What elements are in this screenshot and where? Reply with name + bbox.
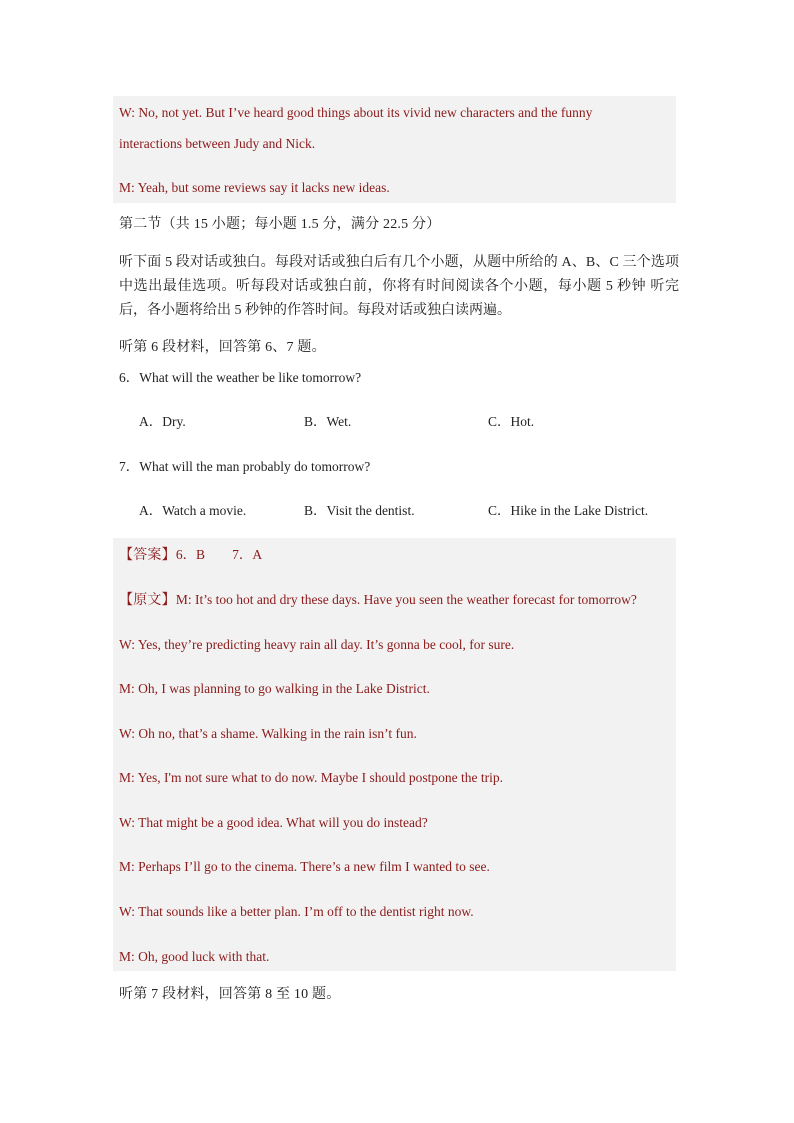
transcript-tag: 【原文】 xyxy=(119,593,176,608)
option-c: C．Hot. xyxy=(488,414,535,429)
answer-tag: 【答案】 xyxy=(119,548,176,563)
answer-text: 6．B 7．A xyxy=(175,547,263,562)
transcript-line: M: Perhaps I’ll go to the cinema. There’s a new film I wanted to see. xyxy=(119,859,490,874)
option-c: C．Hike in the Lake District. xyxy=(488,503,649,518)
transcript-line: W: Oh no, that’s a shame. Walking in the rain isn’t fun. xyxy=(119,726,417,741)
section-instructions: 听下面 5 段对话或独白。每段对话或独白后有几个小题，从题中所给的 A、B、C 三个选项中选出最佳选项。听每段对话或独白前，你将有时间阅读各个小题，每小题 5 秒钟 听完后，各小题将给出 5 秒钟的作答时间。每段对话或独白读两遍。 xyxy=(119,255,679,318)
question-stem: 7．What will the man probably do tomorrow? xyxy=(119,459,371,474)
transcript-line: M: Yes, I'm not sure what to do now. Maybe I should postpone the trip. xyxy=(119,770,504,785)
transcript-line: M: Oh, I was planning to go walking in the Lake District. xyxy=(119,681,430,696)
option-a: A．Dry. xyxy=(139,414,186,429)
option-b: B．Visit the dentist. xyxy=(304,503,415,518)
material-prompt: 听第 7 段材料，回答第 8 至 10 题。 xyxy=(119,987,341,1002)
question-stem: 6．What will the weather be like tomorrow? xyxy=(119,370,362,385)
section-heading: 第二节（共 15 小题；每小题 1.5 分，满分 22.5 分） xyxy=(119,217,441,232)
option-b: B．Wet. xyxy=(304,414,352,429)
transcript-line: W: That sounds like a better plan. I’m off to the dentist right now. xyxy=(119,904,474,919)
transcript-line: W: Yes, they’re predicting heavy rain all day. It’s gonna be cool, for sure. xyxy=(119,637,515,652)
transcript-text: M: It’s too hot and dry these days. Have you seen the weather forecast for tomorrow? xyxy=(175,592,637,607)
transcript-line xyxy=(119,591,637,610)
answer-line xyxy=(119,546,262,565)
material-prompt: 听第 6 段材料，回答第 6、7 题。 xyxy=(119,340,326,355)
dialogue-line: interactions between Judy and Nick. xyxy=(119,136,316,151)
option-a: A．Watch a movie. xyxy=(139,503,247,518)
dialogue-line: W: No, not yet. But I’ve heard good things about its vivid new characters and the funny xyxy=(119,105,593,120)
transcript-line: M: Oh, good luck with that. xyxy=(119,949,270,964)
transcript-line: W: That might be a good idea. What will you do instead? xyxy=(119,815,428,830)
dialogue-line: M: Yeah, but some reviews say it lacks new ideas. xyxy=(119,180,390,195)
